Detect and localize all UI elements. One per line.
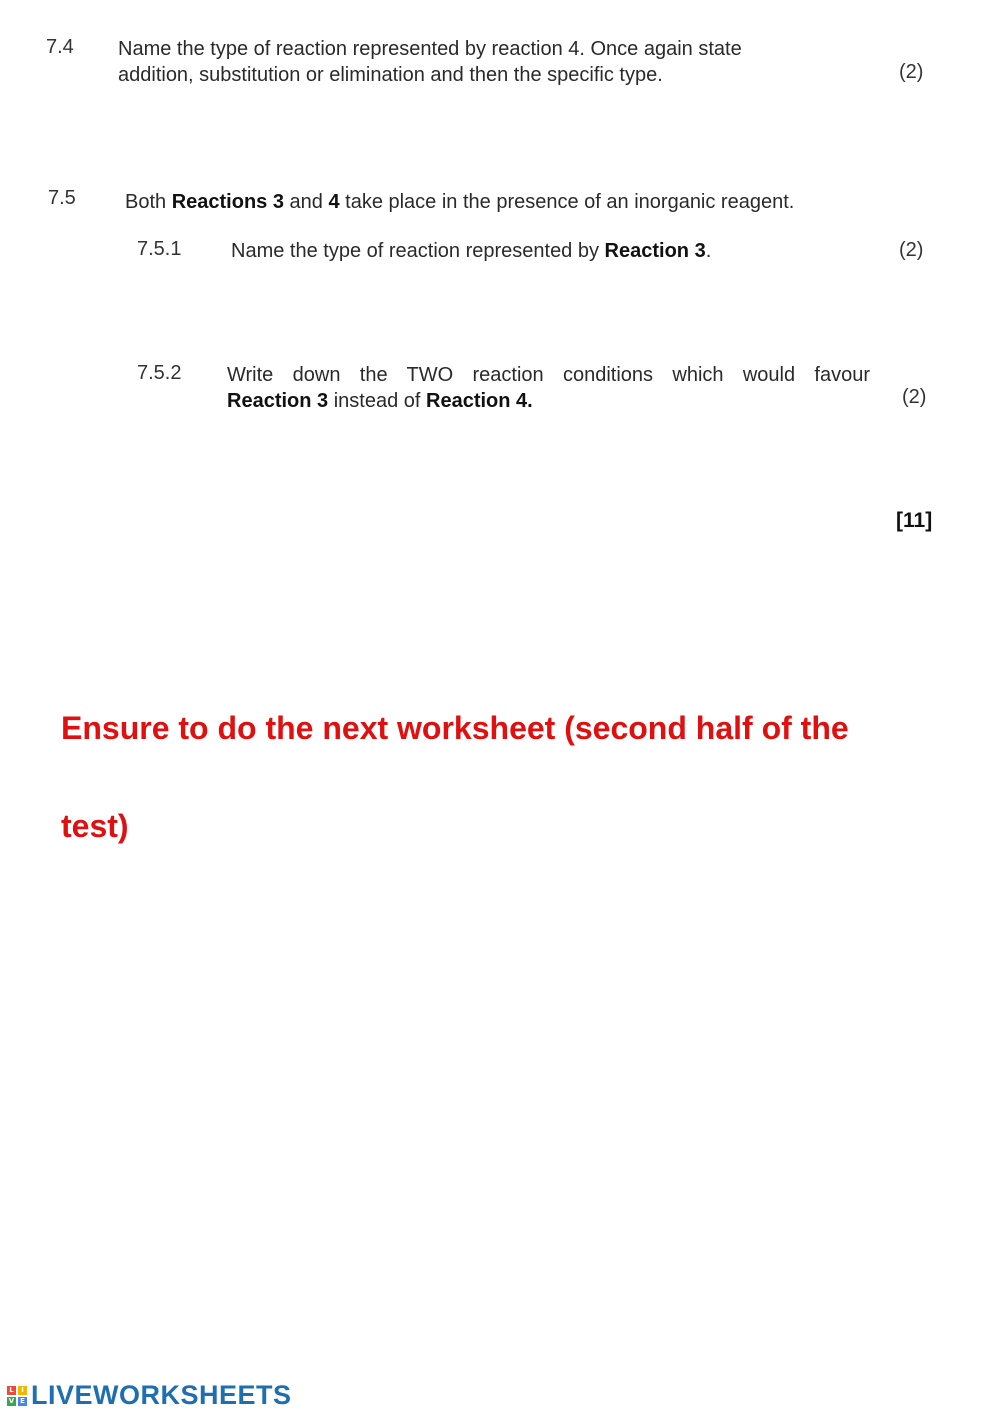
question-7-5-2-line-1: Write down the TWO reaction conditions which would favour — [227, 364, 870, 386]
question-7-4-line-1: Name the type of reaction represented by reaction 4. Once again state — [118, 38, 742, 60]
question-7-5-text-a: Both — [125, 191, 172, 213]
notice-line-2: test) — [61, 808, 129, 844]
question-7-4-text — [118, 36, 818, 88]
question-number-7-5-2: 7.5.2 — [137, 362, 182, 384]
question-7-5-2-bold-a: Reaction 3 — [227, 390, 329, 412]
logo-block-2: I — [18, 1386, 27, 1395]
question-7-5-2-marks: (2) — [902, 386, 927, 408]
section-total: [11] — [896, 509, 933, 532]
question-number-7-4: 7.4 — [46, 36, 74, 58]
question-7-5-text — [125, 189, 885, 215]
question-7-5-2-text — [227, 362, 870, 414]
question-7-5-text-c: take place in the presence of an inorganic reagent. — [339, 191, 795, 213]
question-7-5-1-text-a: Name the type of reaction represented by — [231, 240, 605, 262]
notice-line-1: Ensure to do the next worksheet (second half of the — [61, 710, 849, 746]
question-number-7-5-1: 7.5.1 — [137, 238, 182, 260]
question-7-5-2-text-b: instead of — [328, 390, 426, 412]
question-7-5-1-marks: (2) — [899, 239, 924, 261]
logo-block-3: V — [8, 1396, 15, 1405]
question-7-5-1-bold-a: Reaction 3 — [604, 240, 706, 262]
question-7-5-bold-a: Reactions 3 — [171, 191, 284, 213]
question-7-4-line-2: addition, substitution or elimination and then the specific type. — [118, 64, 663, 86]
liveworksheets-logo[interactable] — [7, 1380, 292, 1411]
logo-block-1: L — [7, 1386, 16, 1395]
logo-text: LIVEWORKSHEETS — [31, 1380, 292, 1410]
question-number-7-5: 7.5 — [48, 187, 76, 209]
question-7-5-1-text — [231, 238, 851, 264]
question-7-5-2-bold-b: Reaction 4. — [426, 390, 533, 412]
question-7-5-bold-b: 4 — [328, 191, 340, 213]
question-7-5-1-text-b: . — [705, 240, 712, 262]
question-7-5-2-line-2 — [227, 388, 870, 414]
logo-block-4: E — [18, 1397, 27, 1406]
question-7-5-text-b: and — [283, 191, 329, 213]
question-7-4-marks: (2) — [899, 61, 924, 83]
logo-blocks-icon — [7, 1386, 27, 1406]
